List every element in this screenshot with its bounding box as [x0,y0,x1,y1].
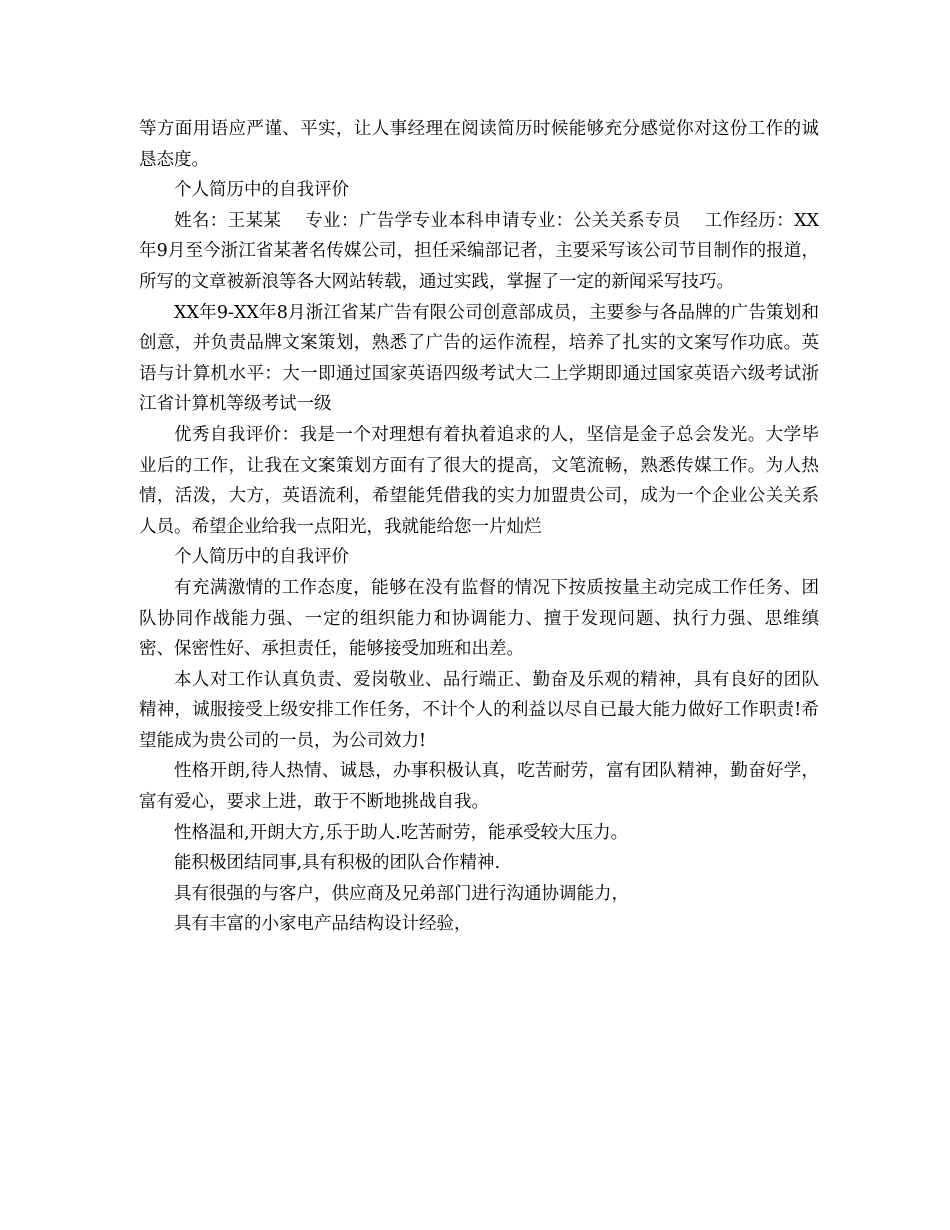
paragraph: 姓名：王某某 专业：广告学专业本科申请专业：公关关系专员 工作经历：XX年9月至今浙江省某著名传媒公司，担任采编部记者，主要采写该公司节目制作的报道，所写的文章被新浪等各大网站转载，通过实践，掌握了一定的新闻采写技巧。 [139,210,819,292]
document-body [139,114,819,940]
paragraph: 优秀自我评价：我是一个对理想有着执着追求的人，坚信是金子总会发光。大学毕业后的工作，让我在文案策划方面有了很大的提高，文笔流畅，熟悉传媒工作。为人热情，活泼，大方，英语流利，希望能凭借我的实力加盟贵公司，成为一个企业公关关系人员。希望企业给我一点阳光，我就能给您一片灿烂 [139,424,819,537]
paragraph: 有充满激情的工作态度，能够在没有监督的情况下按质按量主动完成工作任务、团队协同作战能力强、一定的组织能力和协调能力、擅于发现问题、执行力强、思维缜密、保密性好、承担责任，能够接受加班和出差。 [139,577,819,660]
paragraph: 具有很强的与客户，供应商及兄弟部门进行沟通协调能力， [174,883,629,904]
section-heading: 个人简历中的自我评价 [174,547,349,568]
paragraph: 本人对工作认真负责、爱岗敬业、品行端正、勤奋及乐观的精神，具有良好的团队精神，诚服接受上级安排工作任务，不计个人的利益以尽自已最大能力做好工作职责!希望能成为贵公司的一员，为公司效力! [139,669,819,751]
paragraph: 性格开朗,待人热情、诚恳，办事积极认真，吃苦耐劳，富有团队精神，勤奋好学，富有爱心，要求上进，敢于不断地挑战自我。 [139,761,819,813]
paragraph: 性格温和,开朗大方,乐于助人.吃苦耐劳，能承受较大压力。 [174,822,629,843]
paragraph: XX年9-XX年8月浙江省某广告有限公司创意部成员，主要参与各品牌的广告策划和创意，并负责品牌文案策划，熟悉了广告的运作流程，培养了扎实的文案写作功底。英语与计算机水平：大一即通过国家英语四级考试大二上学期即通过国家英语六级考试浙江省计算机等级考试一级 [139,302,819,415]
paragraph: 能积极团结同事,具有积极的团队合作精神. [174,853,501,874]
paragraph: 等方面用语应严谨、平实，让人事经理在阅读简历时候能够充分感觉你对这份工作的诚恳态度。 [139,119,819,170]
section-heading: 个人简历中的自我评价 [174,180,349,201]
paragraph: 具有丰富的小家电产品结构设计经验， [174,914,472,935]
